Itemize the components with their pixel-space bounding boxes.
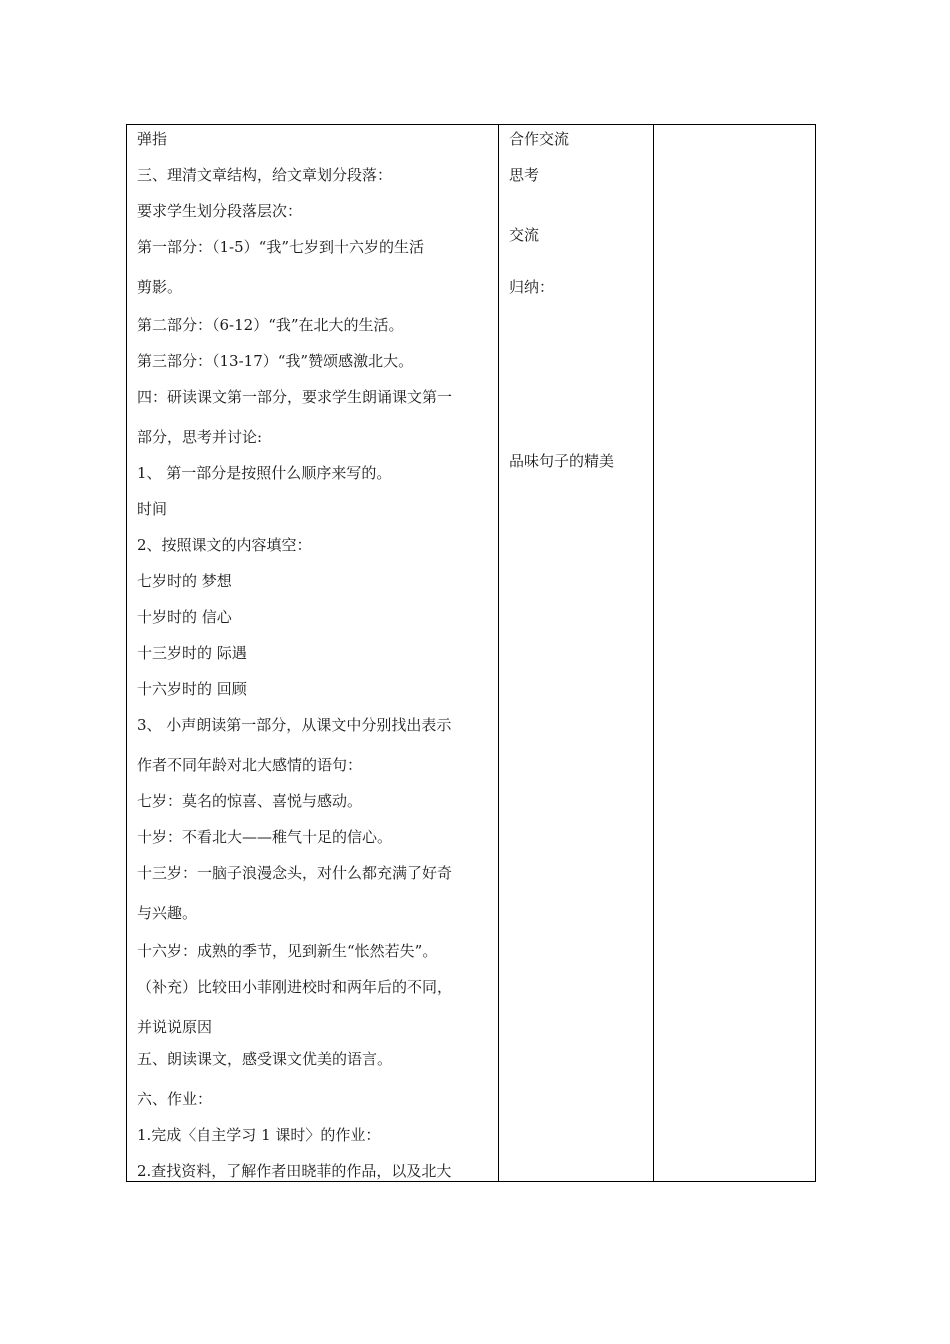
content-line: 七岁：莫名的惊喜、喜悦与感动。 bbox=[137, 792, 363, 810]
content-line: 剪影。 bbox=[137, 278, 183, 296]
content-line: 2、按照课文的内容填空： bbox=[137, 536, 312, 554]
content-line: 十三岁时的 际遇 bbox=[137, 644, 247, 662]
content-line: 第三部分：（13-17）“我”赞颂感激北大。 bbox=[137, 352, 414, 370]
content-line: 与兴趣。 bbox=[137, 904, 198, 922]
activity-line: 品味句子的精美 bbox=[509, 452, 615, 470]
content-line: （补充）比较田小菲刚进校时和两年后的不同， bbox=[137, 978, 453, 996]
content-line: 2.查找资料，了解作者田晓菲的作品，以及北大 bbox=[137, 1162, 452, 1180]
column-divider bbox=[653, 125, 654, 1181]
content-line: 七岁时的 梦想 bbox=[137, 572, 232, 590]
content-line: 作者不同年龄对北大感情的语句： bbox=[137, 756, 363, 774]
content-line: 弹指 bbox=[137, 130, 168, 148]
content-line: 五、朗读课文，感受课文优美的语言。 bbox=[137, 1050, 393, 1068]
content-line: 要求学生划分段落层次： bbox=[137, 202, 303, 220]
content-line: 第一部分：（1-5）“我”七岁到十六岁的生活 bbox=[137, 238, 424, 256]
activity-line: 合作交流 bbox=[509, 130, 570, 148]
column-divider bbox=[498, 125, 499, 1181]
content-line: 四：研读课文第一部分，要求学生朗诵课文第一 bbox=[137, 388, 453, 406]
activity-line: 交流 bbox=[509, 226, 540, 244]
content-line: 六、作业： bbox=[137, 1090, 213, 1108]
activity-line: 归纳： bbox=[509, 278, 555, 296]
content-line: 十六岁：成熟的季节，见到新生“怅然若失”。 bbox=[137, 942, 438, 960]
activity-line: 思考 bbox=[509, 166, 540, 184]
content-line: 十岁：不看北大——稚气十足的信心。 bbox=[137, 828, 393, 846]
content-line: 1、 第一部分是按照什么顺序来写的。 bbox=[137, 464, 392, 482]
content-line: 时间 bbox=[137, 500, 168, 518]
content-line: 十六岁时的 回顾 bbox=[137, 680, 247, 698]
content-line: 部分，思考并讨论: bbox=[137, 428, 263, 446]
content-line: 十三岁：一脑子浪漫念头，对什么都充满了好奇 bbox=[137, 864, 453, 882]
content-line: 3、 小声朗读第一部分，从课文中分别找出表示 bbox=[137, 716, 452, 734]
content-line: 1.完成〈自主学习 1 课时〉的作业： bbox=[137, 1126, 381, 1144]
content-line: 三、理清文章结构，给文章划分段落： bbox=[137, 166, 393, 184]
content-line: 第二部分：（6-12）“我”在北大的生活。 bbox=[137, 316, 404, 334]
content-line: 并说说原因 bbox=[137, 1018, 213, 1036]
content-line: 十岁时的 信心 bbox=[137, 608, 232, 626]
lesson-table bbox=[126, 124, 816, 1182]
